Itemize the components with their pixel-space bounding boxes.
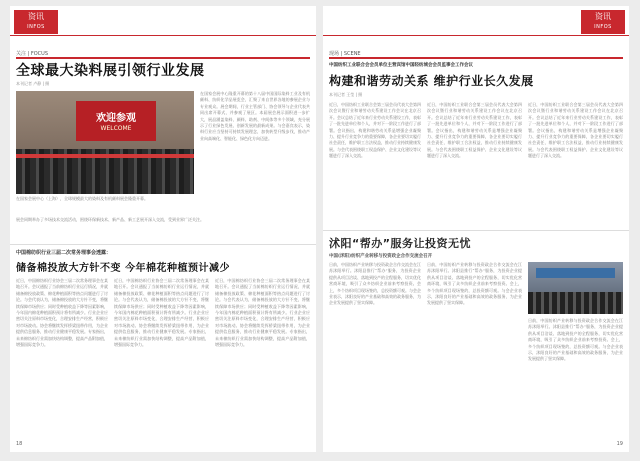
left-headline-2: 储备棉投放大方针不变 今年棉花种植预计减少 — [16, 263, 230, 274]
signing-photo — [528, 262, 623, 314]
stage-backdrop — [536, 268, 615, 278]
right-title-rule — [329, 57, 623, 59]
cotton-body-col2: 近日，中国棉纺织行业协会三届二次常务理事会在某地召开。会议通报了当前棉纺织行业运行情况，并就储备棉投放政策、棉花种植面积等热点问题进行了讨论。与会代表认为，储备棉投放的大方针不变，将继续保障市场供应；同时受种植收益下降等因素影响，今年国内棉花种植面积预计将有所减少。行业企业应密切关注原料市场变化，合理安排生产经营，积极应对市场波动。协会将继续发挥桥梁纽带作用，为企业提供信息服务，推动行业健康平稳发展。专家指出，未来棉纺织行业需加快结构调整，提高产品附加值，增强国际竞争力。 — [114, 278, 209, 348]
right-kicker-2: 中国(沭阳)纺织产业转移与投资政企合作交流会召开 — [329, 254, 433, 259]
banner-subtext: WELCOME — [100, 125, 132, 132]
cotton-body-col3: 近日，中国棉纺织行业协会三届二次常务理事会在某地召开。会议通报了当前棉纺织行业运行情况，并就储备棉投放政策、棉花种植面积等热点问题进行了讨论。与会代表认为，储备棉投放的大方针不变，将继续保障市场供应；同时受种植收益下降等因素影响，今年国内棉花种植面积预计将有所减少。行业企业应密切关注原料市场变化，合理安排生产经营，积极应对市场波动。协会将继续发挥桥梁纽带作用，为企业提供信息服务，推动行业健康平稳发展。专家指出，未来棉纺织行业需加快结构调整，提高产品附加值，增强国际竞争力。 — [215, 278, 310, 348]
right-byline: 本刊记者 王莹 | 摄 — [329, 92, 363, 97]
left-kicker: 中国棉纺织行业三届二次常务理事会透露： — [16, 250, 112, 256]
shuyang-body-col2: 日前，中国纺织产业转移与投资政企合作交流会在江苏沭阳举行。沭阳县推行“帮办”服务，为投资企业提供从项目洽谈、落地到投产的全程服务，切实优化营商环境，吸引了众多纺织企业前来考察投资。会上，多个纺织项目现场签约，总投资额可观。与会企业表示，沭阳良好的产业基础和高效的政务服务，为企业发展提供了坚实保障。 — [427, 262, 522, 306]
shuyang-body-col3: 日前，中国纺织产业转移与投资政企合作交流会在江苏沭阳举行。沭阳县推行“帮办”服务，为投资企业提供从项目洽谈、落地到投产的全程服务，切实优化营商环境，吸引了众多纺织企业前来考察投资。会上，多个纺织项目现场签约，总投资额可观。与会企业表示，沭阳良好的产业基础和高效的政务服务，为企业发展提供了坚实保障。 — [528, 318, 623, 362]
photo-caption: 在国家会展中心（上海），全球规模最大的染料及有机颜料展会隆重开幕。 — [16, 196, 148, 201]
left-header-rule — [10, 35, 316, 36]
labor-body-col1: 近日，中国纺织工业联合会第三届会员代表大会第四次会议暨行业和谐劳动关系建设工作会议在北京召开。会议总结了近年来行业劳动关系建设工作，表彰了一批先进单位和个人，并对下一阶段工作进行了部署。会议指出，构建和谐劳动关系是增强企业凝聚力、提升行业竞争力的重要保障，各企业要切实履行社会责任，维护职工合法权益，推动行业持续健康发展。与会代表围绕职工权益保护、企业文化建设等议题进行了深入交流。 — [329, 102, 421, 159]
ceremony-photo — [16, 91, 194, 194]
ribbon — [16, 154, 194, 158]
left-page-number: 18 — [16, 441, 23, 447]
left-article-body-2: 展会同期举办了多场技术交流活动，围绕环保新技术、新产品、新工艺展开深入交流，受到业界广泛关注。 — [16, 217, 204, 222]
left-section-label: 关注 | FOCUS — [16, 51, 48, 57]
left-title-rule — [16, 57, 310, 59]
left-headline: 全球最大染料展引领行业发展 — [16, 63, 205, 79]
labor-body-col3: 近日，中国纺织工业联合会第三届会员代表大会第四次会议暨行业和谐劳动关系建设工作会议在北京召开。会议总结了近年来行业劳动关系建设工作，表彰了一批先进单位和个人，并对下一阶段工作进行了部署。会议指出，构建和谐劳动关系是增强企业凝聚力、提升行业竞争力的重要保障，各企业要切实履行社会责任，维护职工合法权益，推动行业持续健康发展。与会代表围绕职工权益保护、企业文化建设等议题进行了深入交流。 — [528, 102, 623, 159]
right-page-number: 19 — [616, 441, 623, 447]
right-header-sub: INFOS — [594, 24, 612, 30]
right-section-label: 现场 | SCENE — [329, 51, 361, 57]
right-header-rule — [323, 35, 629, 36]
right-headline: 构建和谐劳动关系 维护行业长久发展 — [329, 74, 534, 88]
left-page — [10, 6, 316, 452]
left-byline: 本刊记者 卢静 | 摄 — [16, 81, 50, 86]
banner-text: 欢迎参观 — [96, 113, 136, 124]
left-header-label: 资讯 — [28, 12, 44, 21]
left-header-sub: INFOS — [27, 24, 45, 30]
right-page — [323, 6, 629, 452]
shuyang-body-col1: 日前，中国纺织产业转移与投资政企合作交流会在江苏沭阳举行。沭阳县推行“帮办”服务，为投资企业提供从项目洽谈、落地到投产的全程服务，切实优化营商环境，吸引了众多纺织企业前来考察投资。会上，多个纺织项目现场签约，总投资额可观。与会企业表示，沭阳良好的产业基础和高效的政务服务，为企业发展提供了坚实保障。 — [329, 262, 421, 306]
welcome-banner — [76, 101, 156, 141]
right-header-label: 资讯 — [595, 12, 611, 21]
left-section-tab — [14, 10, 58, 34]
right-kicker: 中国纺织工业联合会会员单位主营宾馆中国轻纺城会会员监事会工作会议 — [329, 63, 473, 68]
cotton-body-col1: 近日，中国棉纺织行业协会三届二次常务理事会在某地召开。会议通报了当前棉纺织行业运行情况，并就储备棉投放政策、棉花种植面积等热点问题进行了讨论。与会代表认为，储备棉投放的大方针不变，将继续保障市场供应；同时受种植收益下降等因素影响，今年国内棉花种植面积预计将有所减少。行业企业应密切关注原料市场变化，合理安排生产经营，积极应对市场波动。协会将继续发挥桥梁纽带作用，为企业提供信息服务，推动行业健康平稳发展。专家指出，未来棉纺织行业需加快结构调整，提高产品附加值，增强国际竞争力。 — [16, 278, 108, 348]
left-article-body: 在国家会展中心隆重开幕的第十八届中国国际染料工业及有机颜料、纺织化学品展览会，汇聚了来自世界各地的参展企业与专业观众。展会期间，行业主管部门、协会领导与企业代表共同出席开幕式，并参观了展区。本届展会展示面积进一步扩大，展品涵盖染料、颜料、助剂、中间体等多个领域，充分展示了行业绿色发展、创新发展的最新成果。与会嘉宾表示，染料行业应当坚持可持续发展理念，加快转型升级步伐，推动产业向高端化、智能化、绿色化方向迈进。 — [200, 91, 310, 141]
right-section-tab — [581, 10, 625, 34]
left-divider — [10, 244, 316, 245]
labor-body-col2: 近日，中国纺织工业联合会第三届会员代表大会第四次会议暨行业和谐劳动关系建设工作会议在北京召开。会议总结了近年来行业劳动关系建设工作，表彰了一批先进单位和个人，并对下一阶段工作进行了部署。会议指出，构建和谐劳动关系是增强企业凝聚力、提升行业竞争力的重要保障，各企业要切实履行社会责任，维护职工合法权益，推动行业持续健康发展。与会代表围绕职工权益保护、企业文化建设等议题进行了深入交流。 — [427, 102, 522, 159]
signing-people — [528, 292, 623, 314]
right-headline-2: 沭阳“帮办”服务让投资无忧 — [329, 237, 471, 250]
right-divider — [323, 230, 629, 231]
